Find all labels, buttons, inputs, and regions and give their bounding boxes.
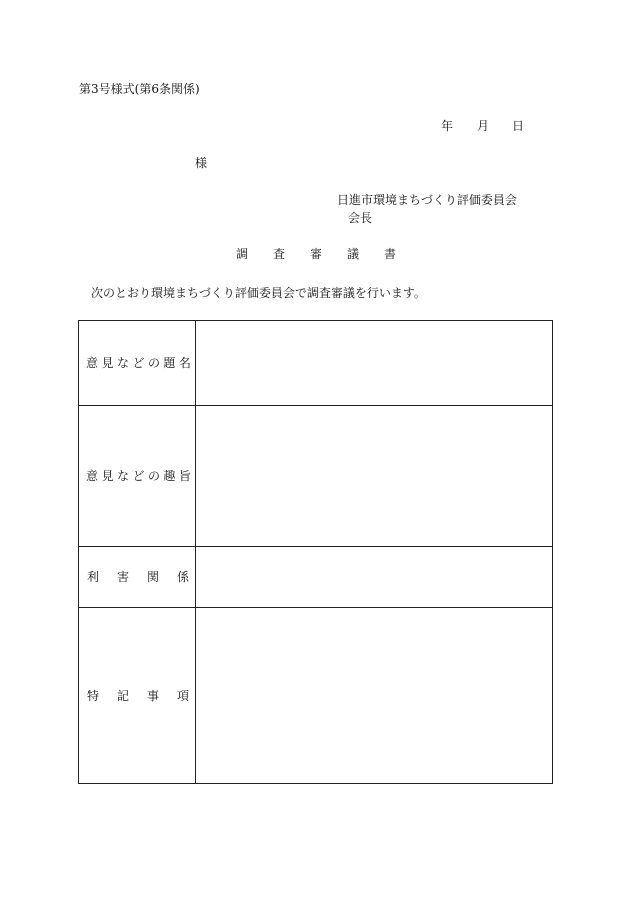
title-char: 議	[346, 247, 359, 261]
table-row	[79, 608, 553, 784]
label-char: 利	[87, 570, 100, 584]
row-label	[86, 357, 191, 369]
organization-name: 日進市環境まちづくり評価委員会	[337, 193, 517, 207]
row-label	[86, 470, 191, 482]
label-char: の	[147, 356, 160, 370]
label-char: な	[116, 356, 129, 370]
title-char: 調	[236, 247, 249, 261]
table-row	[79, 321, 553, 406]
row-label	[87, 571, 189, 583]
form-number: 第3号様式(第6条関係)	[79, 82, 200, 96]
date-day-label: 日	[512, 119, 525, 133]
label-char: 特	[87, 688, 100, 703]
label-char: 題	[163, 356, 176, 370]
label-char: 意	[86, 356, 99, 370]
label-char: 見	[101, 356, 114, 370]
row-value-cell[interactable]	[196, 406, 553, 547]
row-value-cell[interactable]	[196, 547, 553, 608]
label-char: ど	[132, 469, 145, 483]
row-value-cell[interactable]	[196, 321, 553, 406]
label-char: 趣	[163, 469, 176, 483]
label-char: ど	[132, 356, 145, 370]
row-label-cell	[79, 608, 196, 784]
label-char: 旨	[178, 469, 191, 483]
label-char: 名	[178, 356, 191, 370]
label-char: な	[116, 469, 129, 483]
title-char: 査	[272, 247, 285, 261]
date-year-label: 年	[441, 119, 454, 133]
row-label-cell	[79, 406, 196, 547]
label-char: 害	[116, 570, 129, 584]
intro-text: 次のとおり環境まちづくり評価委員会で調査審議を行います。	[91, 286, 426, 300]
organization-role: 会長	[348, 211, 373, 225]
label-char: 関	[146, 570, 159, 584]
label-char: の	[147, 469, 160, 483]
row-label	[87, 690, 189, 702]
review-form-table	[78, 320, 553, 784]
table-row	[79, 406, 553, 547]
table-row	[79, 547, 553, 608]
row-label-cell	[79, 547, 196, 608]
label-char: 項	[176, 688, 189, 703]
label-char: 事	[146, 688, 159, 703]
label-char: 意	[86, 469, 99, 483]
title-char: 審	[309, 247, 322, 261]
label-char: 係	[176, 570, 189, 584]
label-char: 見	[101, 469, 114, 483]
row-label-cell	[79, 321, 196, 406]
document-title	[236, 248, 396, 260]
row-value-cell[interactable]	[196, 608, 553, 784]
title-char: 書	[383, 247, 396, 261]
addressee-suffix: 様	[195, 156, 208, 170]
date-month-label: 月	[477, 119, 490, 133]
label-char: 記	[116, 688, 129, 703]
